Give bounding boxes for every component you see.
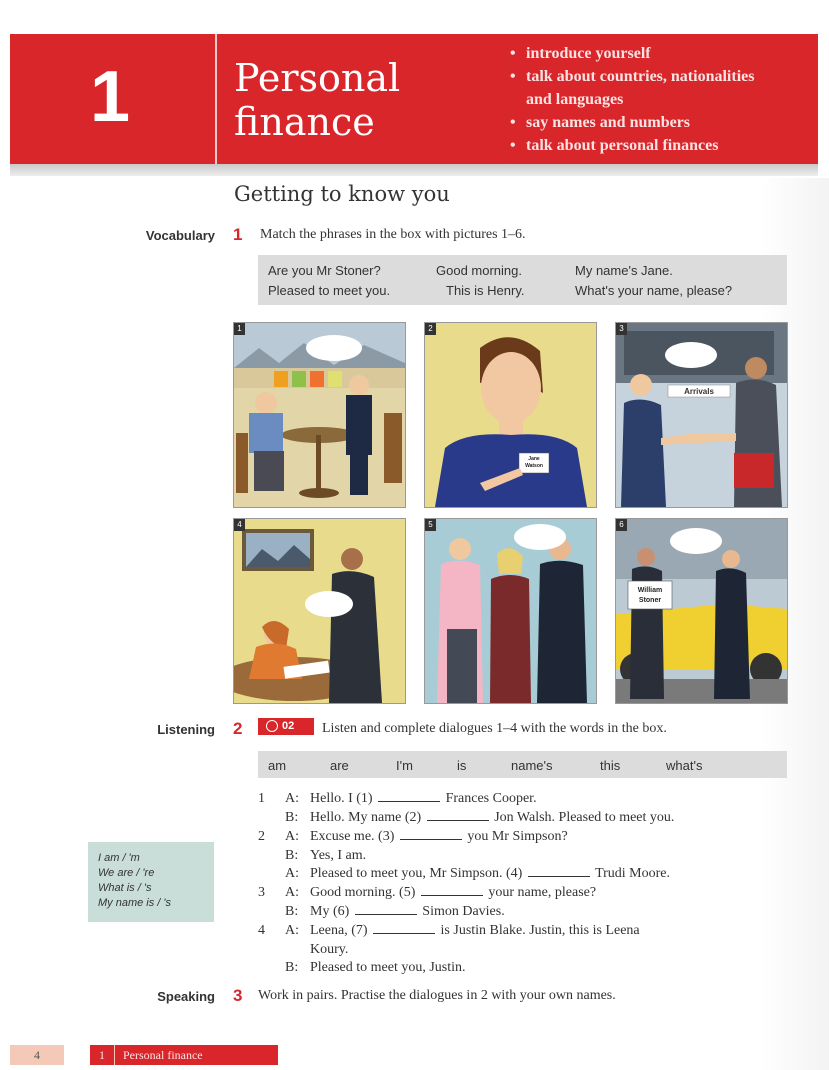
track-number: 02 [282, 720, 295, 732]
dialogue-line: A: [285, 923, 299, 938]
grammar-box [88, 842, 214, 922]
word: are [330, 758, 349, 773]
dialogue-line: A: [285, 829, 299, 844]
phrase-box [258, 255, 787, 305]
exercise-1-number: 1 [233, 225, 243, 244]
phrase: Are you Mr Stoner? [268, 263, 381, 278]
vocabulary-label: Vocabulary [145, 228, 215, 243]
dialogue-line: My (6) Simon Davies. [310, 904, 505, 919]
arrivals-sign: Arrivals [684, 387, 714, 396]
unit-title: Personal finance [234, 56, 401, 144]
dialogue-line: 4 [258, 923, 265, 938]
dialogue-line: B: [285, 960, 299, 975]
dialogue-line: Hello. I (1) Frances Cooper. [310, 791, 537, 806]
picture-1 [233, 322, 406, 508]
dialogue-line: 2 [258, 829, 265, 844]
dialogue-line: Hello. My name (2) Jon Walsh. Pleased to meet you. [310, 810, 675, 825]
airport-illustration [616, 323, 787, 507]
objective-item: • talk about personal finances [508, 134, 754, 157]
dialogue-line: Yes, I am. [310, 848, 367, 863]
dialogue-line: 3 [258, 885, 265, 900]
phrase: My name's Jane. [575, 263, 673, 278]
woman-portrait-illustration [425, 323, 596, 507]
banner-divider [215, 34, 217, 164]
badge-last-name: Watson [525, 463, 543, 469]
speaking-label: Speaking [157, 989, 215, 1004]
answer-gap[interactable] [528, 866, 590, 877]
unit-number: 1 [90, 57, 131, 137]
page-number: 4 [10, 1045, 64, 1065]
word: name's [511, 758, 553, 773]
exercise-3-instruction: Work in pairs. Practise the dialogues in 2 with your own names. [258, 988, 616, 1003]
introduction-illustration [425, 519, 596, 703]
answer-gap[interactable] [373, 923, 435, 934]
picture-number: 6 [616, 519, 627, 531]
dialogue-line: A: [285, 885, 299, 900]
badge-first-name: Jane [528, 456, 540, 462]
picture-5 [424, 518, 597, 704]
answer-gap[interactable] [421, 885, 483, 896]
dialogue-line: Pleased to meet you, Justin. [310, 960, 466, 975]
picture-4 [233, 518, 406, 704]
picture-6 [615, 518, 788, 704]
cafe-illustration [234, 323, 405, 507]
word-box [258, 751, 787, 778]
exercise-3-number: 3 [233, 986, 243, 1005]
sign-last-name: Stoner [638, 597, 662, 604]
dialogue-line: A: [285, 791, 299, 806]
dialogue-line: Excuse me. (3) you Mr Simpson? [310, 829, 568, 844]
answer-gap[interactable] [355, 904, 417, 915]
word: what's [666, 758, 703, 773]
exercise-1-instruction: Match the phrases in the box with pictures 1–6. [260, 227, 526, 242]
phrase: Pleased to meet you. [268, 283, 391, 298]
word: this [600, 758, 621, 773]
dialogue-line: 1 [258, 791, 265, 806]
dialogue-line: B: [285, 848, 299, 863]
grammar-line: My name is / 's [98, 897, 172, 909]
dialogue-line: A: [285, 866, 299, 881]
picture-3 [615, 322, 788, 508]
cd-icon [266, 720, 278, 732]
answer-gap[interactable] [378, 791, 440, 802]
footer-unit-bar [90, 1045, 278, 1065]
exercise-2-instruction: Listen and complete dialogues 1–4 with the words in the box. [322, 721, 667, 736]
picture-2 [424, 322, 597, 508]
picture-number: 4 [234, 519, 245, 531]
word: am [268, 758, 287, 773]
objective-item-continued: and languages [526, 91, 624, 108]
grammar-line: I am / 'm [98, 852, 140, 864]
footer-unit-number: 1 [90, 1045, 115, 1065]
phrase: Good morning. [436, 263, 522, 278]
unit-objectives [508, 42, 754, 157]
banner-shadow [10, 164, 818, 176]
dialogue-line: Koury. [310, 942, 349, 957]
word: I'm [396, 758, 413, 773]
answer-gap[interactable] [400, 829, 462, 840]
sign-first-name: William [637, 587, 663, 594]
footer-unit-title: Personal finance [123, 1048, 203, 1062]
office-illustration [234, 519, 405, 703]
picture-number: 2 [425, 323, 436, 335]
objective-item: • introduce yourself [508, 42, 754, 65]
picture-number: 3 [616, 323, 627, 335]
grammar-line: We are / 're [98, 867, 155, 879]
exercise-2-number: 2 [233, 719, 243, 738]
taxi-illustration [616, 519, 787, 703]
listening-label: Listening [157, 722, 215, 737]
dialogue-line: B: [285, 904, 299, 919]
audio-track-button[interactable] [258, 718, 314, 735]
objective-item: • say names and numbers [508, 111, 754, 134]
section-title: Getting to know you [234, 182, 450, 206]
dialogue-line: B: [285, 810, 299, 825]
dialogue-line: Pleased to meet you, Mr Simpson. (4) Trudi Moore. [310, 866, 670, 881]
picture-number: 1 [234, 323, 245, 335]
phrase: What's your name, please? [575, 283, 733, 298]
grammar-line: What is / 's [98, 882, 152, 894]
word: is [457, 758, 467, 773]
answer-gap[interactable] [427, 810, 489, 821]
dialogue-line: Good morning. (5) your name, please? [310, 885, 597, 900]
dialogue-line: Leena, (7) is Justin Blake. Justin, this is Leena [310, 923, 640, 938]
phrase: This is Henry. [446, 283, 525, 298]
picture-number: 5 [425, 519, 436, 531]
objective-item: • talk about countries, nationalities [508, 65, 754, 88]
